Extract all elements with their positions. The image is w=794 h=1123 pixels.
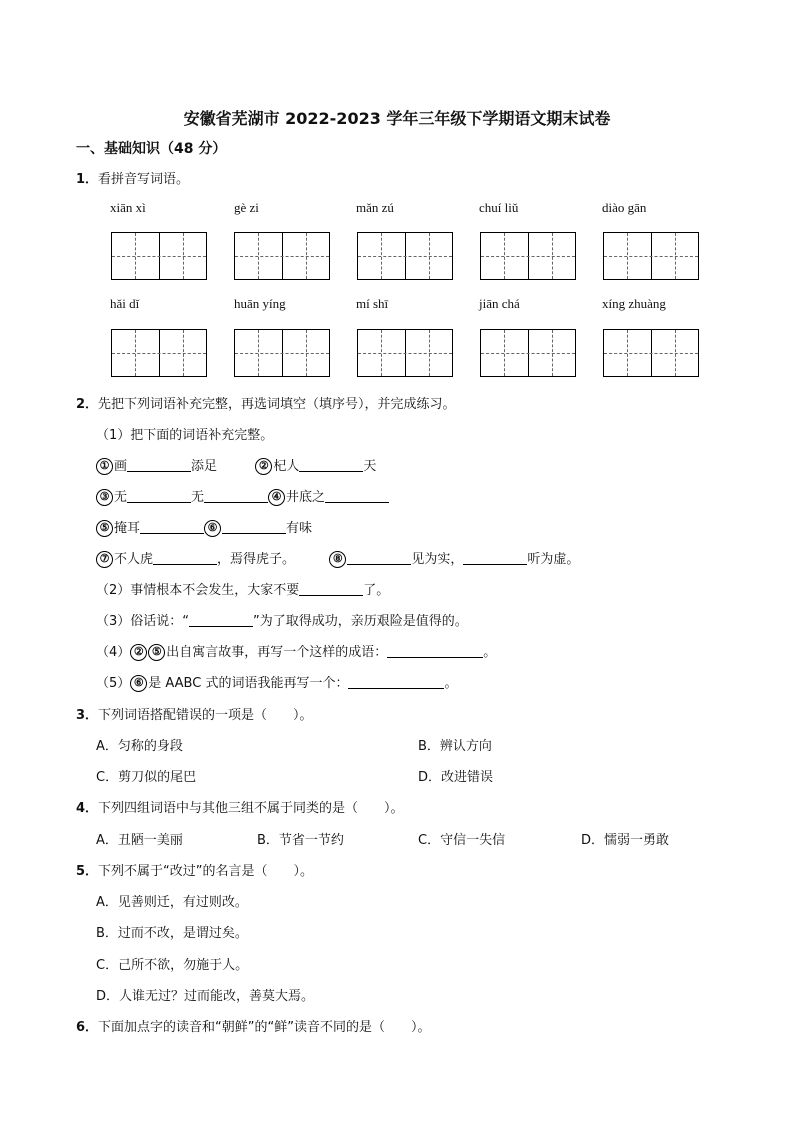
answer-blank[interactable] bbox=[347, 550, 411, 565]
circled-number: ② bbox=[130, 644, 147, 661]
circled-number: ⑦ bbox=[96, 551, 113, 568]
option-c[interactable]: C．剪刀似的尾巴 bbox=[96, 770, 197, 785]
question-number: 5． bbox=[76, 864, 99, 879]
answer-blank[interactable] bbox=[222, 519, 286, 534]
writing-grid[interactable] bbox=[234, 232, 330, 280]
sub-question-4 bbox=[96, 641, 496, 661]
circled-number: ⑤ bbox=[148, 644, 165, 661]
writing-grid[interactable] bbox=[234, 329, 330, 377]
answer-blank[interactable] bbox=[387, 643, 483, 658]
question-text: 下列词语搭配错误的一项是（ ）。 bbox=[98, 708, 313, 723]
sub-question-text: ”为了取得成功，亲历艰险是值得的。 bbox=[253, 614, 468, 629]
option-d[interactable]: D．懦弱一勇敢 bbox=[581, 833, 670, 848]
idiom-text: 天 bbox=[363, 459, 377, 474]
pinyin-label: chuí liǔ bbox=[479, 200, 519, 215]
circled-number: ④ bbox=[268, 489, 285, 506]
question-text: 下列不属于“改过”的名言是（ ）。 bbox=[98, 864, 314, 879]
answer-blank[interactable] bbox=[127, 488, 191, 503]
answer-blank[interactable] bbox=[299, 581, 363, 596]
sub-question-text: 。 bbox=[483, 645, 497, 660]
writing-grid[interactable] bbox=[357, 329, 453, 377]
option-b[interactable]: B．过而不改，是谓过矣。 bbox=[96, 926, 248, 941]
idiom-line-3 bbox=[96, 517, 312, 537]
sub-question-text: 。 bbox=[444, 676, 458, 691]
answer-blank[interactable] bbox=[127, 457, 191, 472]
idiom-text: 无 bbox=[191, 490, 205, 505]
answer-blank[interactable] bbox=[463, 550, 527, 565]
writing-grid[interactable] bbox=[111, 232, 207, 280]
sub-question-1: （1）把下面的词语补充完整。 bbox=[96, 428, 274, 443]
idiom-text: 杞人 bbox=[273, 459, 300, 474]
idiom-text: 见为实， bbox=[411, 552, 464, 567]
pinyin-label: mǎn zú bbox=[356, 200, 394, 215]
answer-blank[interactable] bbox=[153, 550, 217, 565]
option-c[interactable]: C．己所不欲，勿施于人。 bbox=[96, 958, 249, 973]
question-number: 1． bbox=[76, 172, 99, 187]
question-number: 6． bbox=[76, 1020, 99, 1035]
circled-number: ③ bbox=[96, 489, 113, 506]
question-text: 先把下列词语补充完整，再选词填空（填序号），并完成练习。 bbox=[98, 397, 456, 412]
option-a[interactable]: A．丑陋一美丽 bbox=[96, 833, 183, 848]
idiom-text: 有味 bbox=[286, 521, 313, 536]
sub-question-text: （2）事情根本不会发生，大家不要 bbox=[96, 583, 300, 598]
option-a[interactable]: A．见善则迁，有过则改。 bbox=[96, 895, 248, 910]
idiom-text: 画 bbox=[114, 459, 128, 474]
option-d[interactable]: D．人谁无过？过而能改，善莫大焉。 bbox=[96, 989, 315, 1004]
pinyin-label: jiān chá bbox=[479, 296, 520, 311]
sub-question-2 bbox=[96, 579, 389, 598]
idiom-text: 井底之 bbox=[286, 490, 326, 505]
question-text: 下列四组词语中与其他三组不属于同类的是（ ）。 bbox=[98, 801, 404, 816]
writing-grid[interactable] bbox=[357, 232, 453, 280]
question-5 bbox=[76, 860, 313, 879]
question-4 bbox=[76, 797, 404, 816]
exam-title: 安徽省芜湖市 2022-2023 学年三年级下学期语文期末试卷 bbox=[183, 109, 611, 128]
idiom-text: 掩耳 bbox=[114, 521, 141, 536]
question-1 bbox=[76, 168, 189, 187]
writing-grid[interactable] bbox=[480, 329, 576, 377]
sub-question-5 bbox=[96, 672, 457, 692]
pinyin-label: huān yíng bbox=[234, 296, 286, 311]
idiom-text: 听为虚。 bbox=[527, 552, 580, 567]
option-b[interactable]: B．节省一节约 bbox=[257, 833, 344, 848]
option-a[interactable]: A．匀称的身段 bbox=[96, 739, 183, 754]
answer-blank[interactable] bbox=[189, 612, 253, 627]
option-d[interactable]: D．改进错误 bbox=[418, 770, 494, 785]
sub-question-text: 是 AABC 式的词语我能再写一个： bbox=[148, 676, 349, 691]
circled-number: ① bbox=[96, 458, 113, 475]
circled-number: ⑥ bbox=[130, 675, 147, 692]
circled-number: ⑧ bbox=[329, 551, 346, 568]
question-number: 4． bbox=[76, 801, 99, 816]
answer-blank[interactable] bbox=[325, 488, 389, 503]
circled-number: ② bbox=[255, 458, 272, 475]
question-text: 下面加点字的读音和“朝鲜”的“鲜”读音不同的是（ ）。 bbox=[98, 1020, 431, 1035]
sub-question-text: 出自寓言故事，再写一个这样的成语： bbox=[166, 645, 388, 660]
pinyin-label: gè zi bbox=[234, 200, 259, 215]
idiom-line-4 bbox=[96, 548, 579, 568]
pinyin-label: diào gān bbox=[602, 200, 647, 215]
question-number: 3． bbox=[76, 708, 99, 723]
idiom-text: 无 bbox=[114, 490, 128, 505]
answer-blank[interactable] bbox=[348, 674, 444, 689]
idiom-text: 添足 bbox=[191, 459, 218, 474]
circled-number: ⑥ bbox=[204, 520, 221, 537]
pinyin-label: xiān xì bbox=[110, 200, 146, 215]
writing-grid[interactable] bbox=[603, 232, 699, 280]
question-6 bbox=[76, 1016, 431, 1035]
sub-question-text: 了。 bbox=[363, 583, 390, 598]
question-text: 看拼音写词语。 bbox=[98, 172, 190, 187]
writing-grid[interactable] bbox=[111, 329, 207, 377]
idiom-text: 不人虎 bbox=[114, 552, 154, 567]
option-b[interactable]: B．辨认方向 bbox=[418, 739, 492, 754]
pinyin-label: xíng zhuàng bbox=[602, 296, 666, 311]
sub-question-text: （5） bbox=[96, 676, 131, 691]
option-c[interactable]: C．守信一失信 bbox=[418, 833, 506, 848]
sub-question-text: （3）俗话说：“ bbox=[96, 614, 190, 629]
sub-question-3 bbox=[96, 610, 468, 629]
sub-question-text: （4） bbox=[96, 645, 131, 660]
answer-blank[interactable] bbox=[299, 457, 363, 472]
question-number: 2． bbox=[76, 397, 99, 412]
pinyin-label: hǎi dǐ bbox=[110, 296, 140, 311]
answer-blank[interactable] bbox=[204, 488, 268, 503]
idiom-line-2 bbox=[96, 486, 389, 506]
question-3 bbox=[76, 704, 313, 723]
writing-grid[interactable] bbox=[603, 329, 699, 377]
idiom-line-1 bbox=[96, 455, 376, 475]
pinyin-label: mí shī bbox=[356, 296, 389, 311]
circled-number: ⑤ bbox=[96, 520, 113, 537]
writing-grid[interactable] bbox=[480, 232, 576, 280]
answer-blank[interactable] bbox=[140, 519, 204, 534]
idiom-text: ，焉得虎子。 bbox=[217, 552, 296, 567]
question-2 bbox=[76, 393, 456, 412]
section-heading-basic-knowledge: 一、基础知识（48 分） bbox=[76, 141, 227, 157]
